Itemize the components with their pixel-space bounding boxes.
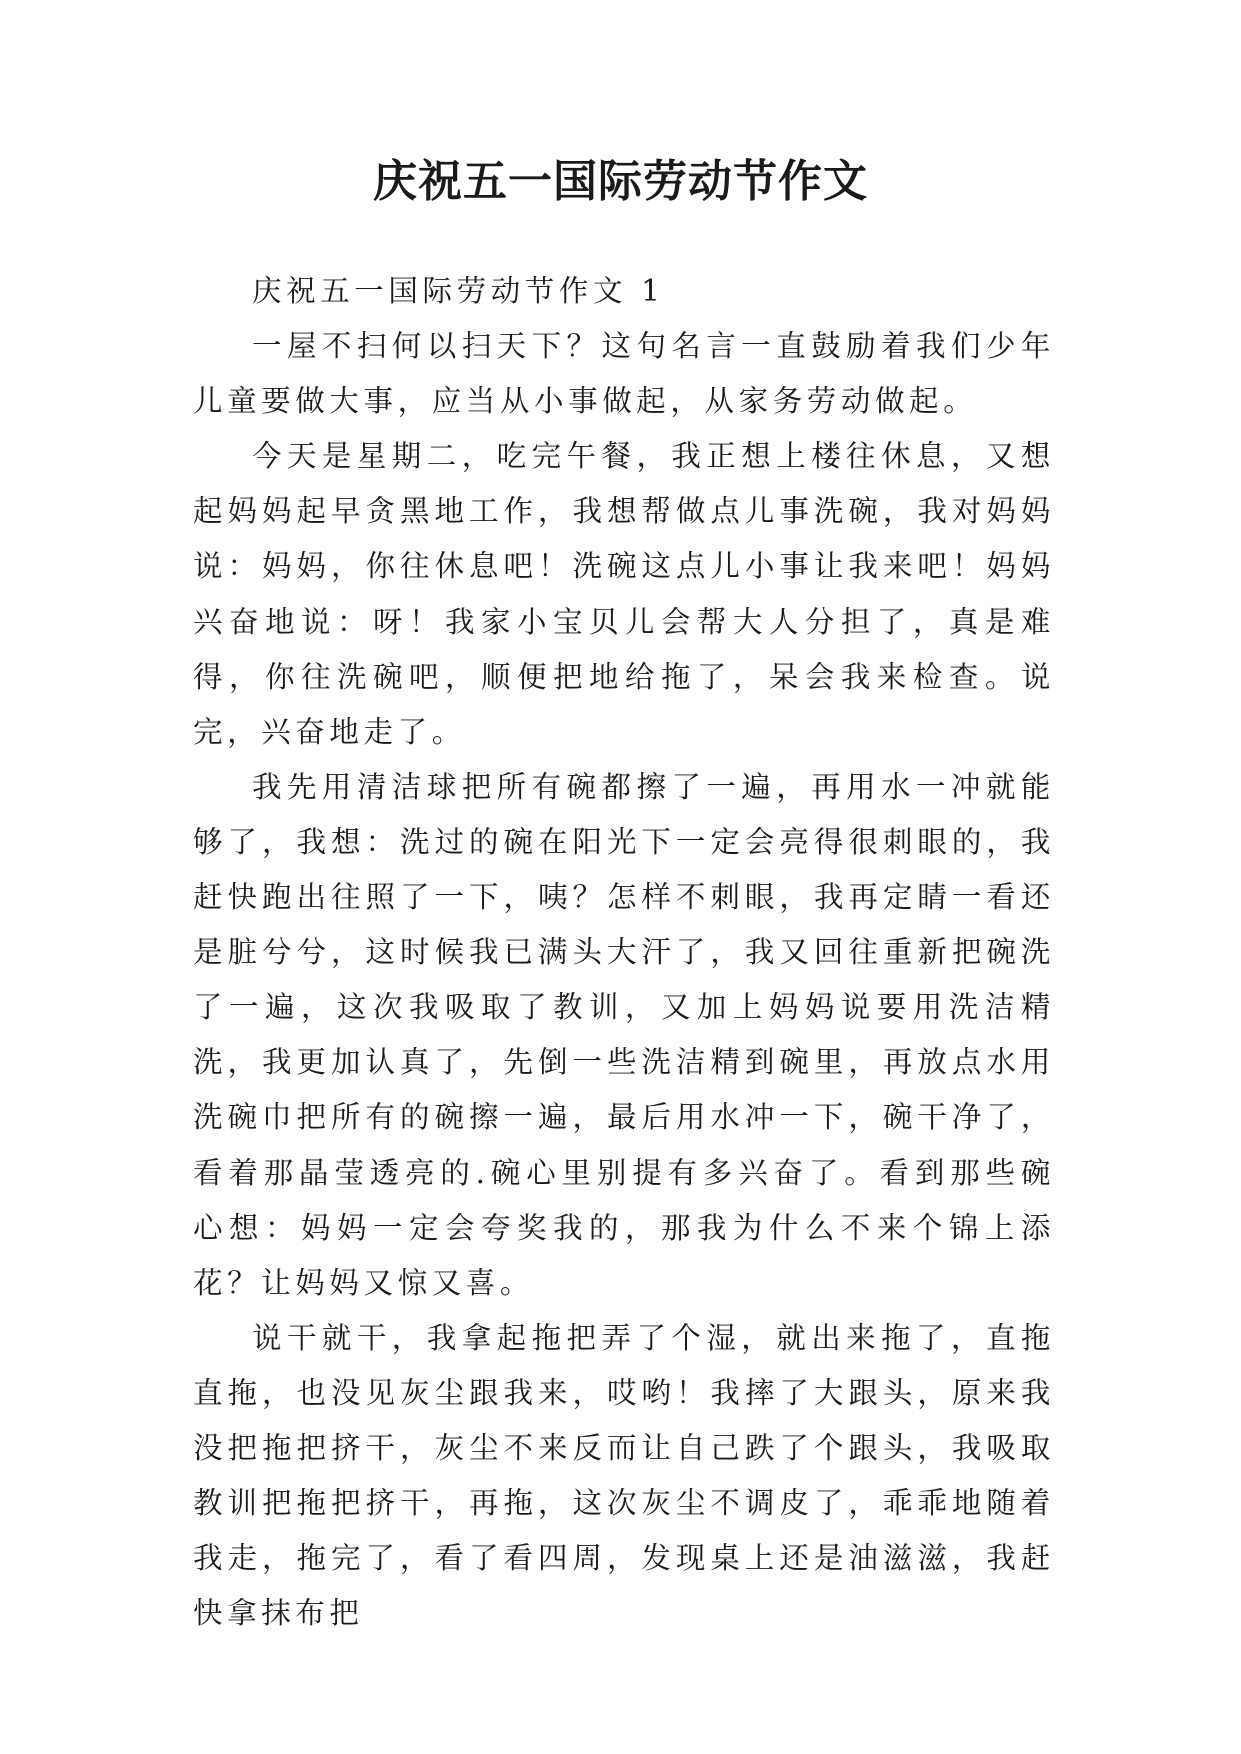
section-heading: 庆祝五一国际劳动节作文 1 xyxy=(252,274,665,308)
paragraph-1: 一屋不扫何以扫天下？这句名言一直鼓励着我们少年儿童要做大事，应当从小事做起，从家务劳动做起。 xyxy=(193,329,1055,419)
paragraph-4: 说干就干，我拿起拖把弄了个湿，就出来拖了，直拖直拖，也没见灰尘跟我来，哎哟！我摔了大跟头，原来我没把拖把挤干，灰尘不来反而让自己跌了个跟头，我吸取教训把拖把挤干，再拖，这次灰尘不调皮了，乖乖地随着我走，拖完了，看了看四周，发现桌上还是油滋滋，我赶快拿抹布把 xyxy=(193,1320,1055,1631)
paragraph-2: 今天是星期二，吃完午餐，我正想上楼往休息，又想起妈妈起早贪黑地工作，我想帮做点儿事洗碗，我对妈妈说：妈妈，你往休息吧！洗碗这点儿小事让我来吧！妈妈兴奋地说：呀！我家小宝贝儿会帮大人分担了，真是难得，你往洗碗吧，顺便把地给拖了，呆会我来检查。说完，兴奋地走了。 xyxy=(193,439,1055,749)
paragraph-3: 我先用清洁球把所有碗都擦了一遍，再用水一冲就能够了，我想：洗过的碗在阳光下一定会亮得很刺眼的，我赶快跑出往照了一下，咦？怎样不刺眼，我再定睛一看还是脏兮兮，这时候我已满头大汗了，我又回往重新把碗洗了一遍，这次我吸取了教训，又加上妈妈说要用洗洁精洗，我更加认真了，先倒一些洗洁精到碗里，再放点水用洗碗巾把所有的碗擦一遍，最后用水冲一下，碗干净了，看着那晶莹透亮的.碗心里别提有多兴奋了。看到那些碗心想：妈妈一定会夸奖我的，那我为什么不来个锦上添花？让妈妈又惊又喜。 xyxy=(193,769,1055,1300)
document-body xyxy=(193,264,1055,1641)
document-title: 庆祝五一国际劳动节作文 xyxy=(373,156,868,207)
